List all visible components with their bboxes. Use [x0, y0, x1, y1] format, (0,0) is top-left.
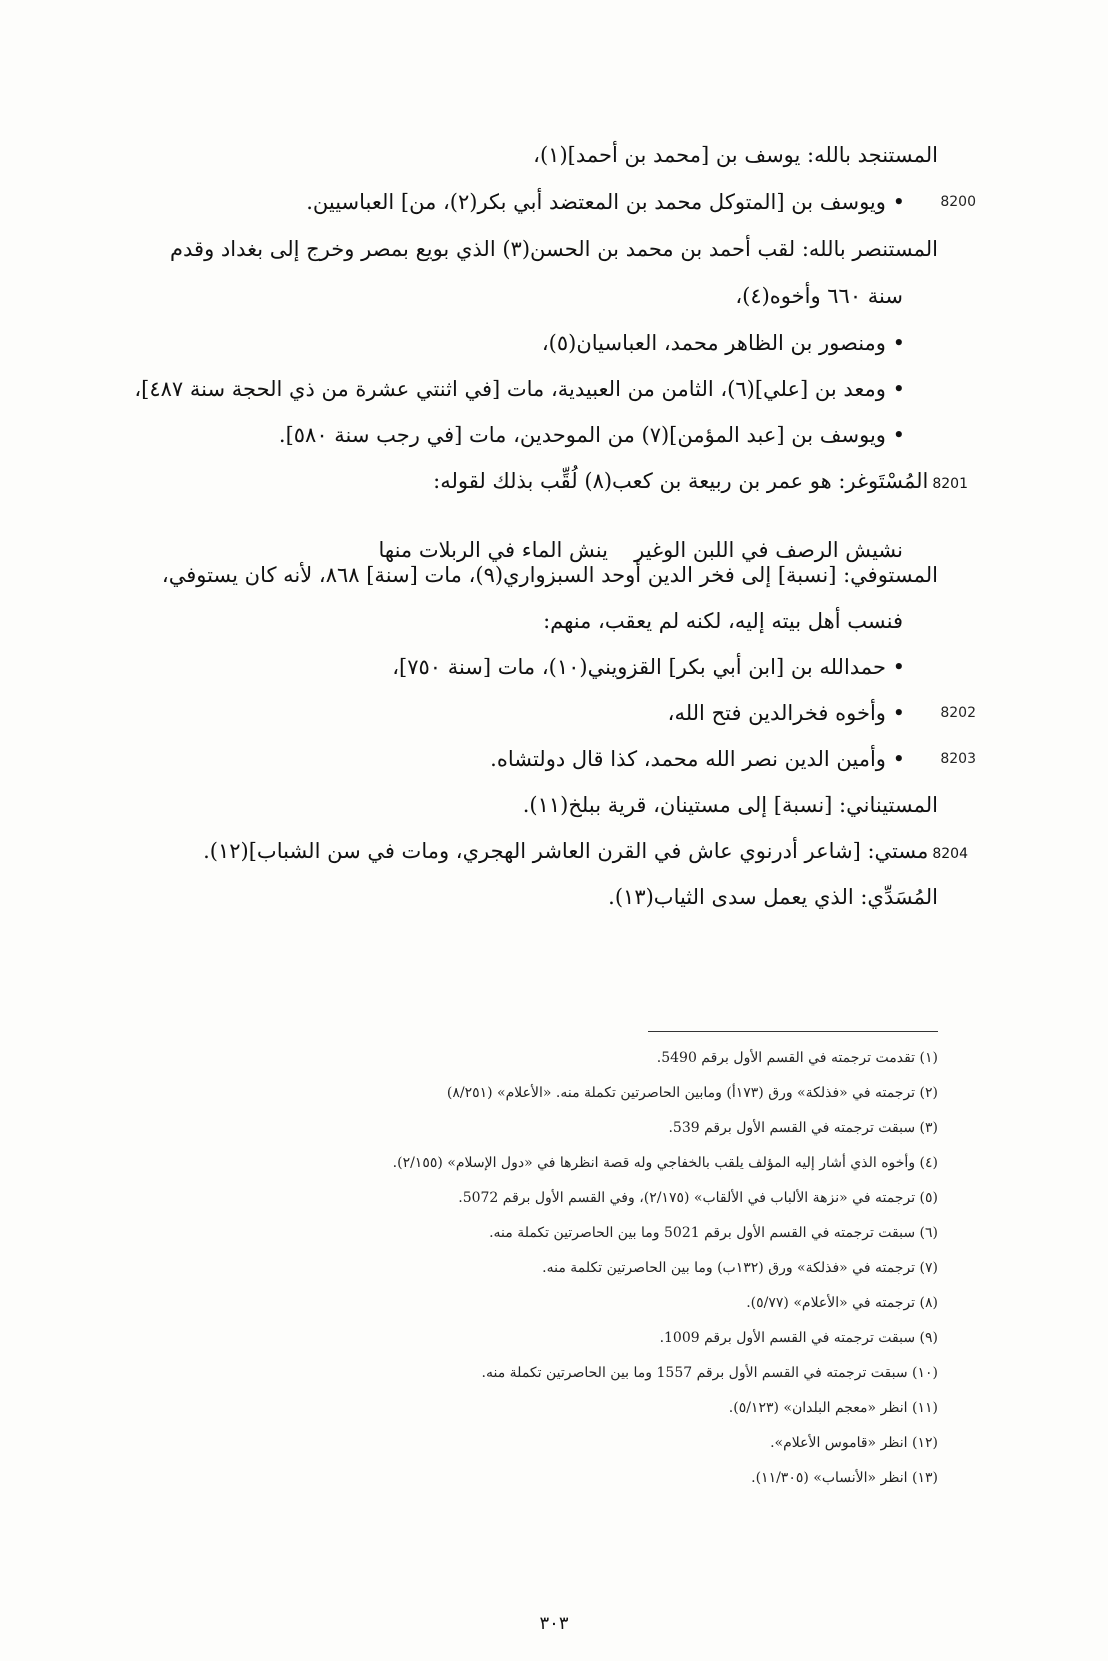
entry-line: المُسَدِّي: الذي يعمل سدى الثياب(١٣). — [608, 885, 938, 909]
footnote: (٣) سبقت ترجمته في القسم الأول برقم 539. — [668, 1120, 938, 1136]
footnote: (٧) ترجمته في «فذلكة» ورق (١٣٢ب) وما بين الحاصرتين تكلمة منه. — [542, 1260, 938, 1276]
entry-line: • ويوسف بن [المتوكل محمد بن المعتضد أبي بكر(٢)، من] العباسيين. — [306, 190, 905, 214]
entry-line — [433, 466, 968, 499]
entry-line: • حمدالله بن [ابن أبي بكر] القزويني(١٠)، مات [سنة ٧٥٠]، — [392, 655, 905, 679]
entry-line: • وأمين الدين نصر الله محمد، كذا قال دولتشاه. — [490, 747, 905, 771]
footnote: (٢) ترجمته في «فذلكة» ورق (١٧٣أ) ومابين الحاصرتين تكملة منه. «الأعلام» (٨/٢٥١) — [446, 1085, 938, 1101]
verse-first-hemistich: ينش الماء في الربلات منها — [378, 538, 608, 562]
entry-number: 8200 — [940, 194, 976, 210]
page-number: ٣٠٣ — [539, 1613, 569, 1634]
verse-second-hemistich: نشيش الرصف في اللبن الوغير — [634, 538, 903, 562]
entry-line: • ومعد بن [علي](٦)، الثامن من العبيدية، مات [في اثنتي عشرة من ذي الحجة سنة ٤٨٧]، — [134, 377, 905, 401]
footnote: (٨) ترجمته في «الأعلام» (٥/٧٧). — [746, 1295, 938, 1311]
entry-line: المستوفي: [نسبة] إلى فخر الدين أوحد السبزواري(٩)، مات [سنة] ٨٦٨، لأنه كان يستوفي، — [161, 563, 938, 587]
footnote: (٦) سبقت ترجمته في القسم الأول برقم 5021 وما بين الحاصرتين تكملة منه. — [489, 1225, 938, 1241]
entry-line — [203, 836, 968, 869]
entry-number: 8202 — [940, 705, 976, 721]
footnote: (٩) سبقت ترجمته في القسم الأول برقم 1009. — [659, 1330, 938, 1346]
entry-line: المستنصر بالله: لقب أحمد بن محمد بن الحسن(٣) الذي بويع بمصر وخرج إلى بغداد وقدم — [170, 237, 938, 261]
entry-text: مستي: [شاعر أدرنوي عاش في القرن العاشر الهجري، ومات في سن الشباب](١٢). — [203, 839, 929, 863]
entry-text: المُسْتَوغر: هو عمر بن ربيعة بن كعب(٨) لُقِّب بذلك لقوله: — [433, 469, 929, 493]
entry-number: 8204 — [932, 846, 968, 862]
footnote: (١٣) انظر «الأنساب» (١١/٣٠٥). — [751, 1470, 938, 1486]
entry-line: سنة ٦٦٠ وأخوه(٤)، — [735, 284, 903, 308]
footnote: (١) تقدمت ترجمته في القسم الأول برقم 5490. — [656, 1050, 938, 1066]
footnote: (١٠) سبقت ترجمته في القسم الأول برقم 1557 وما بين الحاصرتين تكملة منه. — [481, 1365, 938, 1381]
entry-line: • ومنصور بن الظاهر محمد، العباسيان(٥)، — [541, 331, 905, 355]
footnote: (١١) انظر «معجم البلدان» (٥/١٢٣). — [728, 1400, 938, 1416]
entry-line: المستنجد بالله: يوسف بن [محمد بن أحمد](١)، — [533, 143, 938, 167]
footnote: (٤) وأخوه الذي أشار إليه المؤلف يلقب بالخفاجي وله قصة انظرها في «دول الإسلام» (٢/١٥٥). — [392, 1155, 938, 1171]
footnote: (١٢) انظر «قاموس الأعلام». — [770, 1435, 938, 1451]
entry-number: 8203 — [940, 751, 976, 767]
footnote: (٥) ترجمته في «نزهة الألباب في الألقاب» (٢/١٧٥)، وفي القسم الأول برقم 5072. — [458, 1190, 938, 1206]
entry-line: المستيناني: [نسبة] إلى مستينان، قرية ببلخ(١١). — [522, 793, 938, 817]
footnote-divider — [648, 1031, 938, 1032]
entry-number: 8201 — [932, 476, 968, 492]
entry-line: • وأخوه فخرالدين فتح الله، — [667, 701, 905, 725]
entry-line: • ويوسف بن [عبد المؤمن](٧) من الموحدين، مات [في رجب سنة ٥٨٠]. — [278, 423, 905, 447]
entry-line: فنسب أهل بيته إليه، لكنه لم يعقب، منهم: — [543, 609, 903, 633]
